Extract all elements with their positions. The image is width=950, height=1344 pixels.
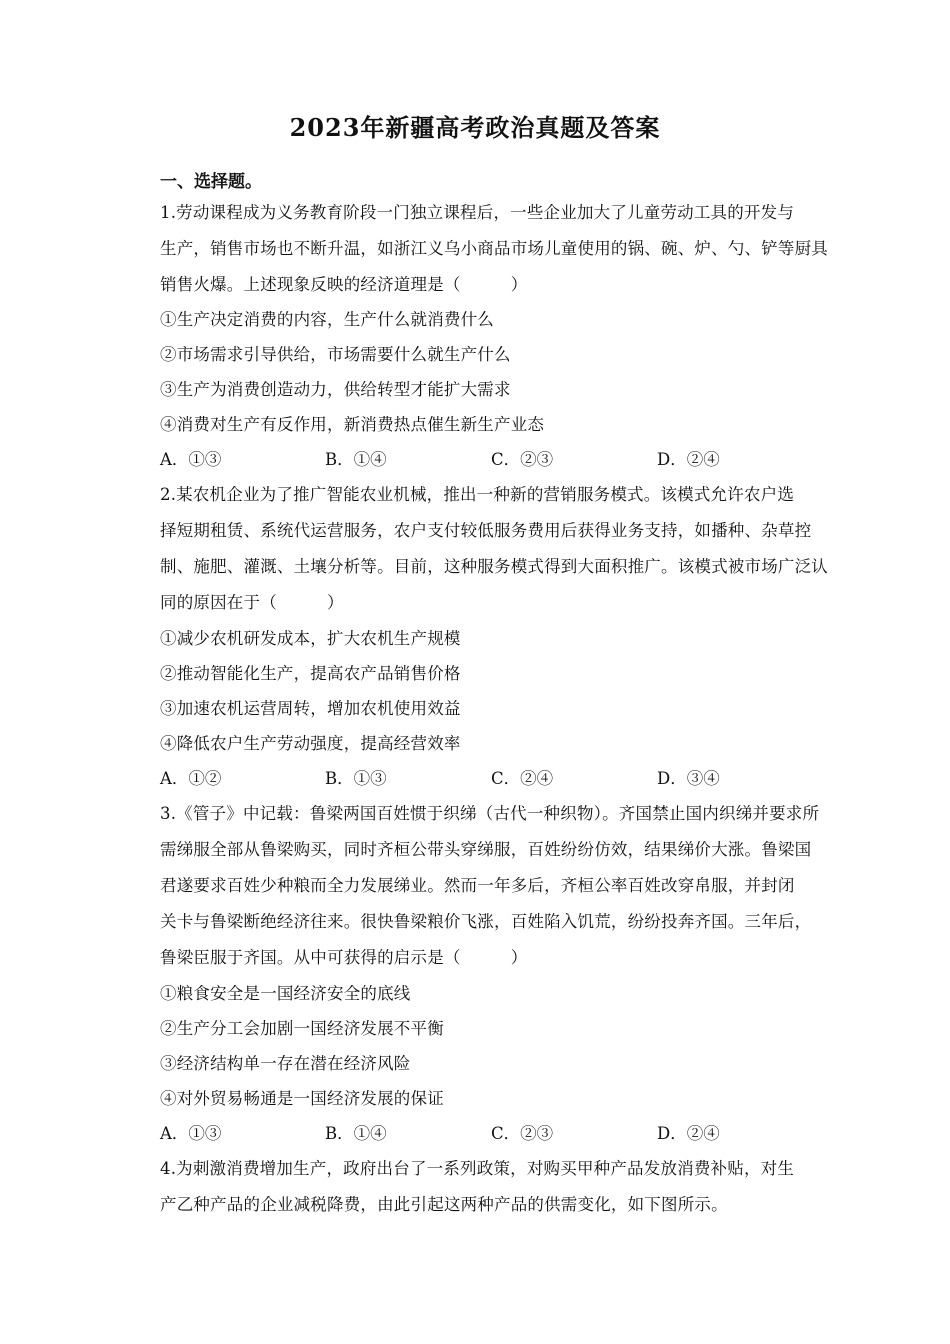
q1-stem-line-2: 生产，销售市场也不断升温，如浙江义乌小商品市场儿童使用的锅、碗、炉、勺、铲等厨具: [160, 239, 828, 258]
q3-stem-line-2: 需绨服全部从鲁梁购买，同时齐桓公带头穿绨服，百姓纷纷仿效，结果绨价大涨。鲁梁国: [160, 840, 812, 859]
q3-option-2: ②生产分工会加剧一国经济发展不平衡: [160, 1019, 444, 1038]
q1-option-1: ①生产决定消费的内容，生产什么就消费什么: [160, 310, 494, 329]
q1-stem-line-3: 销售火爆。上述现象反映的经济道理是（ ）: [160, 275, 528, 294]
q1-answer-choices: [160, 446, 800, 468]
q3-option-4: ④对外贸易畅通是一国经济发展的保证: [160, 1089, 444, 1108]
q2-stem-line-2: 择短期租赁、系统代运营服务，农户支付较低服务费用后获得业务支持，如播种、杂草控: [160, 521, 812, 540]
q2-choice-a: A．①②: [160, 769, 222, 788]
q2-stem-line-4: 同的原因在于（ ）: [160, 593, 344, 612]
q2-answer-choices: [160, 765, 800, 787]
q3-choice-d: D．②④: [657, 1124, 720, 1143]
q3-stem-line-1: 3.《管子》中记载：鲁梁两国百姓惯于织绨（古代一种织物）。齐国禁止国内织绨并要求所: [160, 804, 820, 823]
q1-stem-line-1: 1.劳动课程成为义务教育阶段一门独立课程后，一些企业加大了儿童劳动工具的开发与: [160, 203, 795, 222]
q4-stem-line-1: 4.为刺激消费增加生产，政府出台了一系列政策，对购买甲种产品发放消费补贴，对生: [160, 1159, 795, 1178]
q2-option-3: ③加速农机运营周转，增加农机使用效益: [160, 699, 461, 718]
q2-stem-line-3: 制、施肥、灌溉、土壤分析等。目前，这种服务模式得到大面积推广。该模式被市场广泛认: [160, 557, 828, 576]
q3-stem-line-3: 君遂要求百姓少种粮而全力发展绨业。然而一年多后，齐桓公率百姓改穿帛服，并封闭: [160, 876, 795, 895]
section-heading: 一、选择题。: [160, 172, 262, 192]
q3-choice-a: A．①③: [160, 1124, 222, 1143]
q3-stem-line-5: 鲁梁臣服于齐国。从中可获得的启示是（ ）: [160, 948, 528, 967]
q1-choice-d: D．②④: [657, 450, 720, 469]
q2-option-2: ②推动智能化生产，提高农产品销售价格: [160, 664, 461, 683]
q2-option-4: ④降低农户生产劳动强度，提高经营效率: [160, 734, 461, 753]
q1-option-2: ②市场需求引导供给，市场需要什么就生产什么: [160, 345, 511, 364]
q2-choice-b: B．①③: [325, 769, 387, 788]
q3-answer-choices: [160, 1120, 800, 1142]
q4-stem-line-2: 产乙种产品的企业减税降费，由此引起这两种产品的供需变化，如下图所示。: [160, 1195, 728, 1214]
q2-stem-line-1: 2.某农机企业为了推广智能农业机械，推出一种新的营销服务模式。该模式允许农户选: [160, 485, 795, 504]
page-title: 2023年新疆高考政治真题及答案: [289, 113, 661, 142]
q1-option-3: ③生产为消费创造动力，供给转型才能扩大需求: [160, 380, 511, 399]
q1-option-4: ④消费对生产有反作用，新消费热点催生新生产业态: [160, 415, 545, 434]
q2-option-1: ①减少农机研发成本，扩大农机生产规模: [160, 629, 461, 648]
q1-choice-b: B．①④: [325, 450, 387, 469]
q3-choice-c: C．②③: [491, 1124, 554, 1143]
q2-choice-d: D．③④: [657, 769, 720, 788]
q3-choice-b: B．①④: [325, 1124, 387, 1143]
q2-choice-c: C．②④: [491, 769, 554, 788]
q3-stem-line-4: 关卡与鲁梁断绝经济往来。很快鲁梁粮价飞涨，百姓陷入饥荒，纷纷投奔齐国。三年后，: [160, 912, 812, 931]
q1-choice-c: C．②③: [491, 450, 554, 469]
q1-choice-a: A．①③: [160, 450, 222, 469]
q3-option-1: ①粮食安全是一国经济安全的底线: [160, 984, 411, 1003]
q3-option-3: ③经济结构单一存在潜在经济风险: [160, 1054, 411, 1073]
